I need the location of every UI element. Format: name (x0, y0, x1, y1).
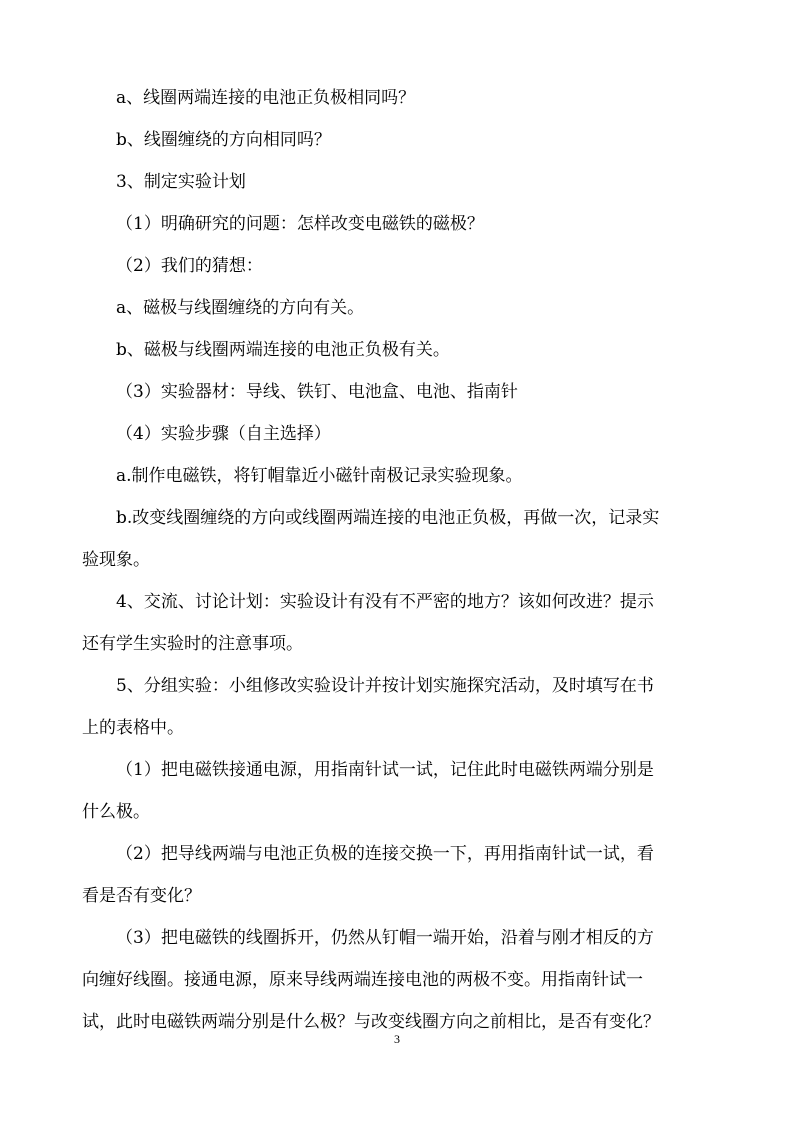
text-line: （4）实验步骤（自主选择） (116, 424, 331, 444)
text-line: （2）把导线两端与电池正负极的连接交换一下，再用指南针试一试，看 (116, 844, 654, 864)
text-line: 试，此时电磁铁两端分别是什么极？与改变线圈方向之前相比，是否有变化？ (82, 1012, 660, 1032)
section-heading: 5、分组实验：小组修改实验设计并按计划实施探究活动，及时填写在书 (116, 676, 654, 696)
text-line: （1）把电磁铁接通电源，用指南针试一试，记住此时电磁铁两端分别是 (116, 760, 654, 780)
section-heading: 4、交流、讨论计划：实验设计有没有不严密的地方？该如何改进？提示 (116, 592, 654, 612)
text-line: 验现象。 (82, 550, 150, 570)
text-line: （3）把电磁铁的线圈拆开，仍然从钉帽一端开始，沿着与刚才相反的方 (116, 928, 654, 948)
text-line: b、线圈缠绕的方向相同吗？ (116, 130, 331, 150)
text-line: 上的表格中。 (82, 718, 184, 738)
text-line: （3）实验器材：导线、铁钉、电池盒、电池、指南针 (116, 382, 518, 402)
text-line: a.制作电磁铁，将钉帽靠近小磁针南极记录实验现象。 (116, 466, 523, 486)
text-line: 向缠好线圈。接通电源，原来导线两端连接电池的两极不变。用指南针试一 (82, 970, 643, 990)
text-line: b、磁极与线圈两端连接的电池正负极有关。 (116, 340, 450, 360)
text-line: 什么极。 (82, 802, 150, 822)
page-number: 3 (394, 1032, 400, 1046)
text-line: a、磁极与线圈缠绕的方向有关。 (116, 298, 365, 318)
section-heading: 3、制定实验计划 (116, 172, 246, 192)
text-line: 看是否有变化？ (82, 886, 201, 906)
text-line: a、线圈两端连接的电池正负极相同吗？ (116, 88, 416, 108)
text-line: b.改变线圈缠绕的方向或线圈两端连接的电池正负极，再做一次，记录实 (116, 508, 660, 528)
text-line: （1）明确研究的问题：怎样改变电磁铁的磁极？ (116, 214, 484, 234)
text-line: 还有学生实验时的注意事项。 (82, 634, 303, 654)
text-line: （2）我们的猜想： (116, 256, 263, 276)
